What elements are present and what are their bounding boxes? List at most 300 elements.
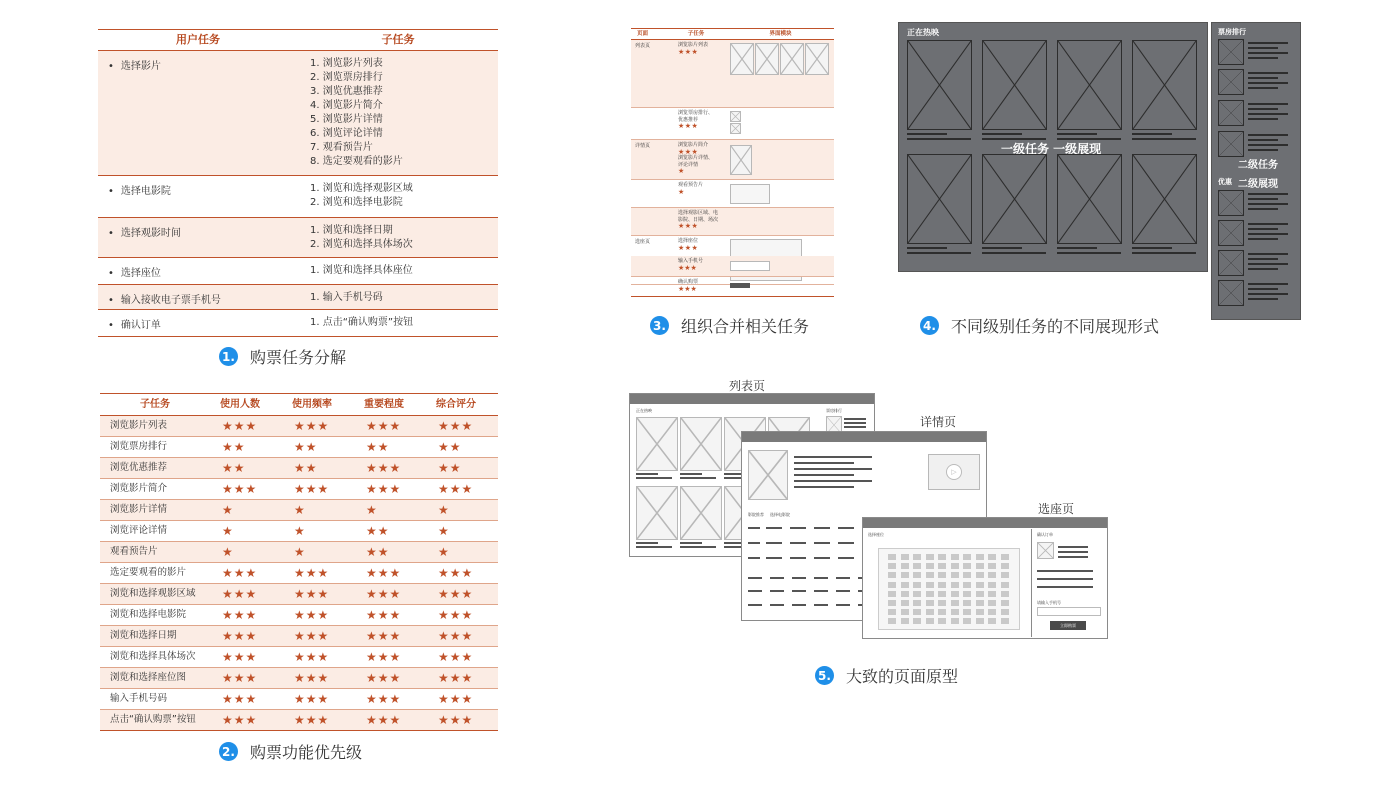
seat bbox=[1001, 618, 1009, 624]
subtask-list bbox=[304, 176, 498, 217]
star-rating: ★★★ bbox=[294, 482, 330, 496]
star-rating: ★★★ bbox=[294, 671, 330, 685]
text-line bbox=[838, 542, 854, 544]
seat bbox=[963, 563, 971, 569]
header-users: 使用人数 bbox=[220, 399, 260, 410]
text-line bbox=[790, 542, 806, 544]
star-rating: ★★★ bbox=[438, 692, 474, 706]
table-row bbox=[100, 542, 498, 563]
text-line bbox=[1248, 118, 1278, 120]
subtask-name: 浏览影片详情 bbox=[110, 504, 168, 515]
seat bbox=[963, 582, 971, 588]
text-line bbox=[1248, 47, 1278, 49]
box-office-label: 票房排行 bbox=[826, 408, 842, 413]
subtask-label: 确认购票 bbox=[678, 279, 699, 285]
poster-placeholder bbox=[1218, 280, 1244, 306]
text-line bbox=[1248, 144, 1288, 146]
text-line bbox=[1037, 578, 1093, 580]
subtask-label: 评论详情 bbox=[678, 161, 699, 168]
table-row bbox=[100, 689, 498, 710]
caption-number: 4. bbox=[920, 316, 939, 335]
subtask-cell bbox=[678, 258, 703, 271]
text-line bbox=[794, 486, 854, 488]
seat bbox=[888, 554, 896, 560]
star-rating: ★★★ bbox=[294, 650, 330, 664]
list-page-title: 列表页 bbox=[729, 379, 766, 393]
text-line bbox=[1057, 133, 1097, 135]
video-placeholder bbox=[730, 184, 770, 204]
image-placeholder bbox=[730, 43, 754, 75]
seat bbox=[913, 618, 921, 624]
seat bbox=[963, 591, 971, 597]
subtask-name: 浏览和选择座位图 bbox=[110, 672, 187, 683]
caption-number: 3. bbox=[650, 316, 669, 335]
user-task: • 选择观影时间 bbox=[98, 218, 304, 257]
text-line bbox=[680, 546, 716, 548]
seat bbox=[913, 582, 921, 588]
text-line bbox=[1248, 72, 1288, 74]
text-line bbox=[1248, 57, 1278, 59]
star-rating: ★ bbox=[678, 167, 685, 175]
star-rating: ★★★ bbox=[438, 566, 474, 580]
poster-placeholder bbox=[1218, 69, 1244, 95]
subtask-item: 2. 浏览和选择具体场次 bbox=[310, 239, 413, 250]
text-line bbox=[1058, 551, 1088, 553]
subtask-label: 浏览影片简介 bbox=[678, 142, 709, 148]
star-rating: ★★★ bbox=[294, 713, 330, 727]
star-rating: ★★ bbox=[222, 461, 246, 475]
text-line bbox=[836, 604, 850, 606]
star-rating: ★★★ bbox=[366, 566, 402, 580]
text-line bbox=[680, 477, 716, 479]
poster-placeholder bbox=[748, 450, 788, 500]
detail-page-title: 详情页 bbox=[920, 415, 957, 429]
poster-placeholder bbox=[636, 486, 678, 540]
table-row bbox=[631, 208, 834, 236]
star-rating: ★★★ bbox=[678, 263, 697, 272]
text-line bbox=[838, 557, 854, 559]
text-line bbox=[844, 418, 866, 420]
text-line bbox=[836, 577, 850, 579]
star-rating: ★★★ bbox=[294, 608, 330, 622]
text-line bbox=[1248, 288, 1278, 290]
seat bbox=[901, 554, 909, 560]
discount-label: 优惠 bbox=[1218, 178, 1232, 186]
star-rating: ★★★ bbox=[366, 587, 402, 601]
text-line bbox=[1248, 113, 1288, 115]
subtask-name: 浏览影片列表 bbox=[110, 420, 168, 431]
star-rating: ★★★ bbox=[294, 587, 330, 601]
star-rating: ★★★ bbox=[366, 419, 402, 433]
text-line bbox=[680, 542, 702, 544]
seat bbox=[888, 618, 896, 624]
poster-placeholder bbox=[1132, 40, 1197, 130]
subtask-list bbox=[304, 285, 498, 309]
star-rating: ★★★ bbox=[438, 587, 474, 601]
star-rating: ★★★ bbox=[438, 482, 474, 496]
tab-choose-cinema: 选择电影院 bbox=[770, 512, 790, 517]
star-rating: ★★★ bbox=[438, 671, 474, 685]
seat bbox=[926, 572, 934, 578]
text-line bbox=[770, 577, 784, 579]
text-line bbox=[1058, 546, 1088, 548]
seat bbox=[938, 554, 946, 560]
text-line bbox=[1058, 556, 1088, 558]
subtask-cell bbox=[678, 182, 726, 195]
image-placeholder bbox=[730, 123, 741, 134]
table-header bbox=[98, 30, 498, 51]
text-line bbox=[1248, 87, 1278, 89]
star-rating: ★ bbox=[366, 503, 378, 517]
seat bbox=[901, 600, 909, 606]
subtask-item: 1. 浏览和选择具体座位 bbox=[310, 265, 413, 276]
page-label: 选座页 bbox=[635, 239, 651, 245]
text-line bbox=[748, 542, 760, 544]
seat bbox=[926, 563, 934, 569]
text-line bbox=[680, 473, 702, 475]
header-subtask: 子任务 bbox=[381, 33, 415, 46]
subtask-label: 选择观影区域、电 bbox=[678, 210, 719, 216]
star-rating: ★ bbox=[294, 503, 306, 517]
seat bbox=[901, 563, 909, 569]
star-rating: ★★ bbox=[222, 440, 246, 454]
header-page: 页面 bbox=[637, 31, 649, 37]
text-line bbox=[1248, 298, 1278, 300]
seat bbox=[913, 600, 921, 606]
text-line bbox=[907, 252, 971, 254]
table-row bbox=[100, 647, 498, 668]
star-rating: ★★★ bbox=[366, 650, 402, 664]
text-line bbox=[844, 426, 866, 428]
text-line bbox=[1248, 203, 1288, 205]
subtask-label: 影院、日期、场次 bbox=[678, 216, 719, 223]
poster-placeholder bbox=[636, 417, 678, 471]
star-rating: ★★★ bbox=[678, 122, 699, 130]
caption-text: 购票功能优先级 bbox=[250, 743, 363, 762]
star-rating: ★★★ bbox=[222, 566, 258, 580]
table-row bbox=[100, 605, 498, 626]
table-row bbox=[631, 140, 834, 180]
table-row bbox=[631, 180, 834, 208]
text-line bbox=[748, 527, 760, 529]
text-line bbox=[982, 252, 1046, 254]
text-line bbox=[1248, 238, 1278, 240]
text-line bbox=[1248, 77, 1278, 79]
choose-seat-label: 选择座位 bbox=[868, 532, 884, 537]
text-line bbox=[1248, 293, 1288, 295]
text-line bbox=[1248, 208, 1278, 210]
text-line bbox=[748, 577, 762, 579]
seat bbox=[938, 563, 946, 569]
seat-map bbox=[878, 548, 1020, 630]
level2-display-panel bbox=[1211, 22, 1301, 320]
seat bbox=[976, 609, 984, 615]
seat bbox=[951, 563, 959, 569]
subtask-item: 3. 浏览优惠推荐 bbox=[310, 86, 383, 97]
text-line bbox=[814, 557, 830, 559]
text-line bbox=[1248, 139, 1278, 141]
star-rating: ★★★ bbox=[222, 629, 258, 643]
header-importance: 重要程度 bbox=[364, 399, 404, 410]
poster-placeholder bbox=[1057, 40, 1122, 130]
table-row bbox=[98, 310, 498, 336]
text-line bbox=[982, 138, 1046, 140]
star-rating: ★★★ bbox=[438, 713, 474, 727]
subtask-label: 浏览影片详情、 bbox=[678, 155, 714, 161]
seat bbox=[976, 600, 984, 606]
text-line bbox=[814, 604, 828, 606]
text-line bbox=[814, 527, 830, 529]
seat bbox=[938, 582, 946, 588]
star-rating: ★★★ bbox=[366, 482, 402, 496]
seat bbox=[1001, 563, 1009, 569]
subtask-list bbox=[304, 218, 498, 257]
text-line bbox=[794, 474, 854, 476]
subtask-name: 观看预告片 bbox=[110, 546, 158, 557]
subtask-item: 5. 浏览影片详情 bbox=[310, 114, 383, 125]
star-rating: ★ bbox=[438, 524, 450, 538]
text-line bbox=[770, 590, 784, 592]
seat bbox=[988, 563, 996, 569]
subtask-item: 4. 浏览影片简介 bbox=[310, 100, 383, 111]
text-line bbox=[844, 422, 866, 424]
star-rating: ★ bbox=[294, 524, 306, 538]
phone-label: 请输入手机号 bbox=[1037, 600, 1061, 605]
seat bbox=[976, 572, 984, 578]
star-rating: ★★★ bbox=[366, 608, 402, 622]
seat bbox=[963, 618, 971, 624]
seat bbox=[976, 618, 984, 624]
seat bbox=[901, 582, 909, 588]
star-rating: ★ bbox=[222, 545, 234, 559]
text-line bbox=[794, 468, 872, 470]
caption-2 bbox=[219, 740, 362, 763]
subtask-item: 6. 浏览评论详情 bbox=[310, 128, 383, 139]
text-line bbox=[1248, 198, 1278, 200]
text-line bbox=[1037, 586, 1093, 588]
text-line bbox=[748, 590, 762, 592]
table-row bbox=[100, 584, 498, 605]
poster-placeholder bbox=[1218, 100, 1244, 126]
text-line bbox=[790, 527, 806, 529]
text-line bbox=[636, 473, 658, 475]
seat bbox=[913, 563, 921, 569]
task-breakdown-table bbox=[98, 29, 498, 337]
text-line bbox=[1248, 233, 1288, 235]
star-rating: ★ bbox=[222, 524, 234, 538]
user-task: • 输入接收电子票手机号 bbox=[98, 285, 304, 309]
seat bbox=[988, 609, 996, 615]
image-placeholder bbox=[730, 145, 752, 175]
star-rating: ★★★ bbox=[366, 629, 402, 643]
header-user-task: 用户任务 bbox=[176, 33, 220, 46]
subtask-item: 7. 观看预告片 bbox=[310, 142, 373, 153]
text-line bbox=[1057, 247, 1097, 249]
level2-label-b: 二级展现 bbox=[1238, 179, 1278, 190]
text-line bbox=[1248, 82, 1288, 84]
seat bbox=[901, 618, 909, 624]
star-rating: ★ bbox=[438, 503, 450, 517]
subtask-item: 1. 点击“确认购票”按钮 bbox=[310, 317, 414, 328]
seat bbox=[963, 609, 971, 615]
table-row bbox=[100, 458, 498, 479]
now-showing-label: 正在热映 bbox=[636, 408, 652, 413]
seat bbox=[913, 609, 921, 615]
star-rating: ★★★ bbox=[438, 650, 474, 664]
star-rating: ★★★ bbox=[222, 713, 258, 727]
table-row bbox=[631, 40, 834, 108]
text-line bbox=[790, 557, 806, 559]
star-rating: ★★★ bbox=[678, 47, 699, 56]
subtask-name: 浏览和选择日期 bbox=[110, 630, 177, 641]
table-row bbox=[98, 258, 498, 285]
text-line bbox=[1248, 223, 1288, 225]
subtask-item: 1. 浏览和选择日期 bbox=[310, 225, 393, 236]
subtask-name: 浏览和选择具体场次 bbox=[110, 651, 196, 662]
caption-text: 购票任务分解 bbox=[250, 348, 347, 367]
star-rating: ★★★ bbox=[294, 566, 330, 580]
play-icon: ▷ bbox=[946, 464, 962, 480]
text-line bbox=[1248, 283, 1288, 285]
star-rating: ★★★ bbox=[678, 284, 697, 293]
seat bbox=[888, 609, 896, 615]
text-line bbox=[1248, 193, 1288, 195]
star-rating: ★★★ bbox=[294, 692, 330, 706]
poster-placeholder bbox=[1218, 131, 1244, 157]
seat bbox=[963, 554, 971, 560]
seat-page-wireframe bbox=[862, 517, 1108, 639]
page-label: 详情页 bbox=[635, 143, 651, 149]
text-line bbox=[1037, 570, 1093, 572]
subtask-cell bbox=[678, 210, 726, 230]
text-line bbox=[1132, 133, 1172, 135]
subtask-cell bbox=[678, 238, 726, 251]
window-titlebar bbox=[630, 394, 874, 404]
text-line bbox=[907, 247, 947, 249]
subtask-cell bbox=[678, 279, 698, 292]
text-line bbox=[636, 542, 658, 544]
seat bbox=[926, 554, 934, 560]
window-titlebar bbox=[742, 432, 986, 442]
caption-number: 5. bbox=[815, 666, 834, 685]
seat bbox=[913, 572, 921, 578]
subtask-item: 1. 浏览和选择观影区域 bbox=[310, 183, 413, 194]
text-line bbox=[1248, 103, 1288, 105]
star-rating: ★★ bbox=[366, 440, 390, 454]
seat bbox=[976, 554, 984, 560]
text-line bbox=[814, 542, 830, 544]
seat bbox=[988, 554, 996, 560]
star-rating: ★★★ bbox=[366, 713, 402, 727]
header-subtask: 子任务 bbox=[687, 31, 705, 37]
star-rating: ★★★ bbox=[438, 419, 474, 433]
subtask-name: 浏览影片简介 bbox=[110, 483, 168, 494]
text-line bbox=[1248, 268, 1278, 270]
star-rating: ★★★ bbox=[294, 629, 330, 643]
caption-5 bbox=[815, 664, 958, 687]
poster-placeholder bbox=[680, 417, 722, 471]
image-placeholder bbox=[755, 43, 779, 75]
star-rating: ★★★ bbox=[678, 147, 699, 156]
table-row bbox=[98, 285, 498, 310]
seat bbox=[951, 582, 959, 588]
subtask-label: 浏览票房排行、 bbox=[678, 110, 714, 116]
text-line bbox=[1248, 52, 1288, 54]
text-line bbox=[838, 527, 854, 529]
subtask-name: 选定要观看的影片 bbox=[110, 567, 187, 578]
table-row bbox=[631, 256, 834, 277]
star-rating: ★★★ bbox=[222, 608, 258, 622]
header-subtask: 子任务 bbox=[140, 399, 170, 410]
text-line bbox=[1057, 138, 1121, 140]
text-line bbox=[982, 247, 1022, 249]
seat bbox=[951, 572, 959, 578]
seat bbox=[926, 618, 934, 624]
poster-placeholder bbox=[1218, 250, 1244, 276]
table-row bbox=[100, 521, 498, 542]
seat bbox=[951, 609, 959, 615]
seat bbox=[888, 591, 896, 597]
text-line bbox=[907, 138, 971, 140]
subtask-name: 浏览和选择观影区域 bbox=[110, 588, 196, 599]
seat bbox=[963, 572, 971, 578]
header-module: 界面模块 bbox=[769, 31, 792, 37]
star-rating: ★★★ bbox=[366, 461, 402, 475]
tab-cinema: 影院推荐 bbox=[748, 512, 764, 517]
subtask-name: 点击“确认购票”按钮 bbox=[110, 714, 196, 725]
subtask-item: 2. 浏览票房排行 bbox=[310, 72, 383, 83]
caption-text: 组织合并相关任务 bbox=[681, 317, 810, 336]
text-line bbox=[982, 133, 1022, 135]
star-rating: ★★ bbox=[366, 545, 390, 559]
poster-placeholder bbox=[907, 154, 972, 244]
subtask-cell bbox=[678, 142, 726, 175]
text-line bbox=[748, 557, 760, 559]
star-rating: ★★★ bbox=[222, 419, 258, 433]
table-row bbox=[100, 500, 498, 521]
star-rating: ★★★ bbox=[678, 222, 699, 230]
subtask-label: 观看预告片 bbox=[678, 182, 704, 188]
seat bbox=[888, 582, 896, 588]
table-header bbox=[100, 394, 498, 416]
star-rating: ★★★ bbox=[366, 671, 402, 685]
image-placeholder bbox=[780, 43, 804, 75]
poster-placeholder bbox=[982, 154, 1047, 244]
subtask-item: 2. 浏览和选择电影院 bbox=[310, 197, 403, 208]
star-rating: ★★ bbox=[438, 440, 462, 454]
text-line bbox=[794, 480, 872, 482]
seat bbox=[938, 609, 946, 615]
poster-placeholder bbox=[1037, 542, 1054, 559]
star-rating: ★★ bbox=[366, 524, 390, 538]
star-rating: ★★ bbox=[438, 461, 462, 475]
seat bbox=[938, 572, 946, 578]
header-frequency: 使用频率 bbox=[292, 399, 332, 410]
user-task: • 选择座位 bbox=[98, 258, 304, 284]
seat bbox=[988, 572, 996, 578]
subtask-name: 浏览评论详情 bbox=[110, 525, 168, 536]
phone-input-placeholder bbox=[730, 261, 770, 271]
text-line bbox=[636, 546, 672, 548]
seat bbox=[988, 582, 996, 588]
seat bbox=[926, 600, 934, 606]
text-line bbox=[1248, 42, 1288, 44]
seat bbox=[888, 600, 896, 606]
subtask-label: 优惠推荐 bbox=[678, 116, 699, 123]
subtask-list bbox=[304, 51, 498, 175]
subtask-item: 8. 选定要观看的影片 bbox=[310, 156, 403, 167]
table-row bbox=[100, 626, 498, 647]
